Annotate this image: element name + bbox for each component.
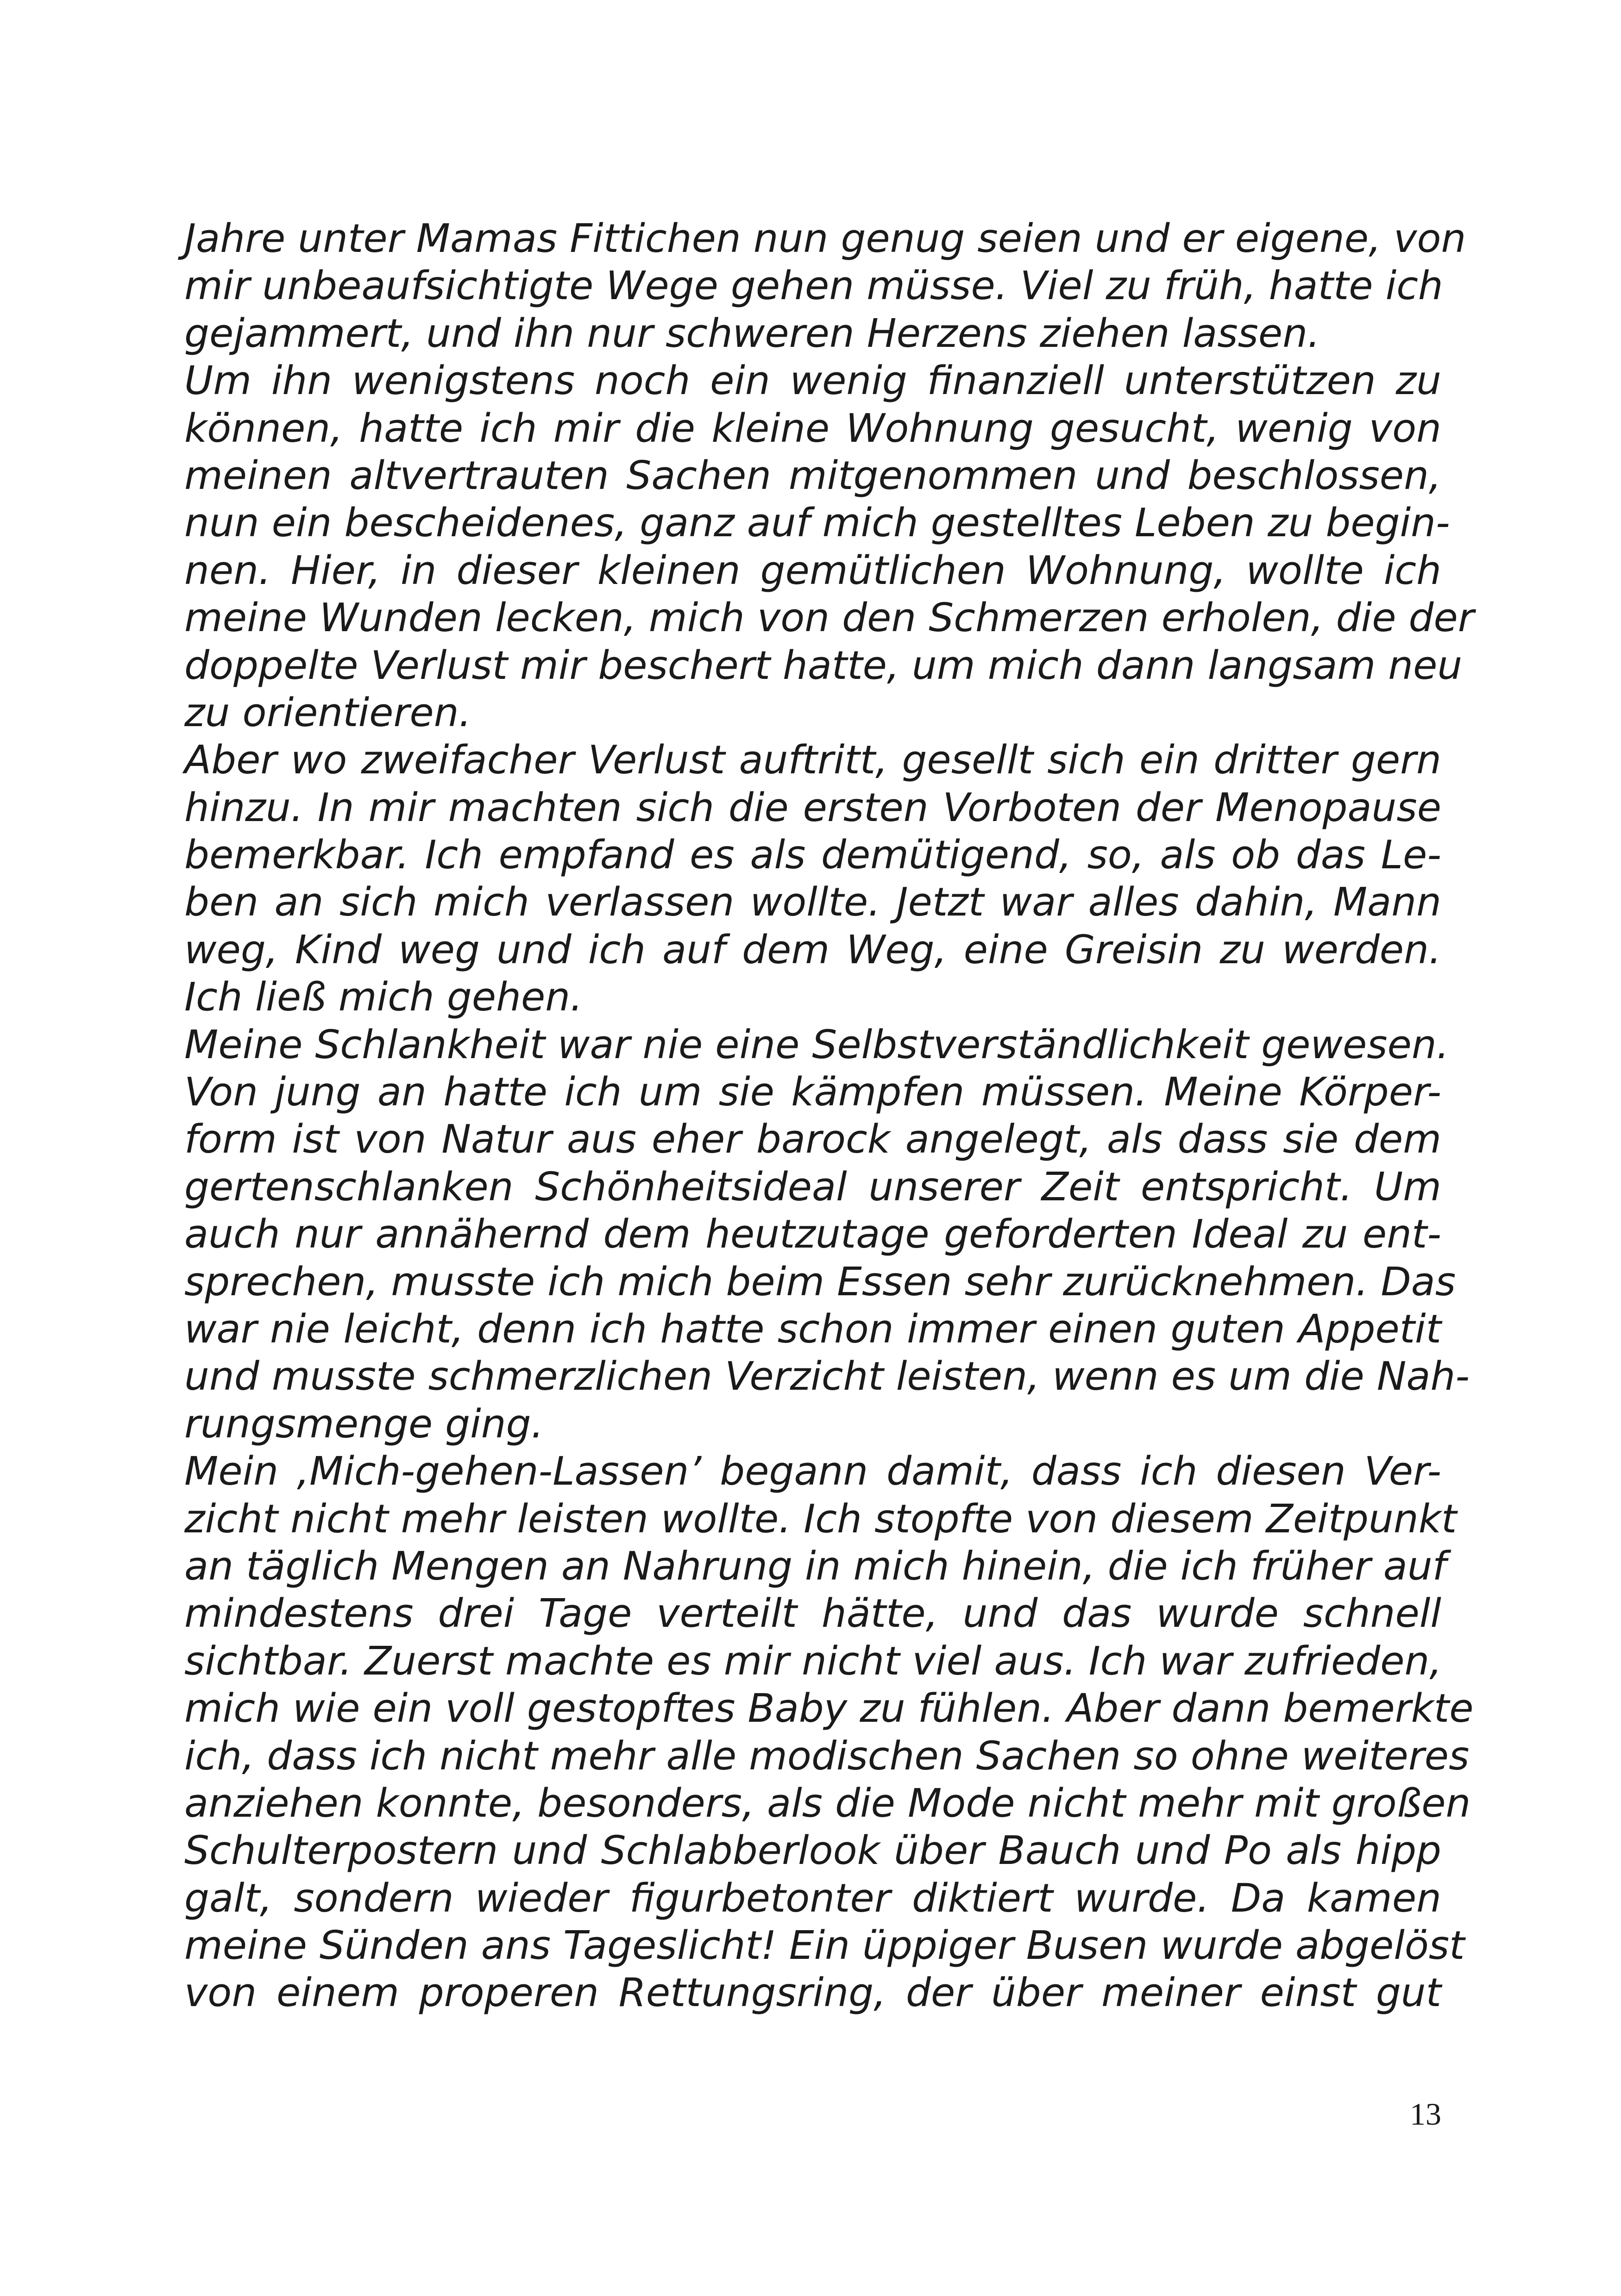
text-line: Von jung an hatte ich um sie kämpfen müssen. Meine Körper- [184, 1069, 1441, 1116]
text-line: mich wie ein voll gestopftes Baby zu fühlen. Aber dann bemerkte [184, 1686, 1474, 1732]
text-line: sichtbar. Zuerst machte es mir nicht viel aus. Ich war zufrieden, [184, 1638, 1442, 1684]
text-line: bemerkbar. Ich empfand es als demütigend, so, als ob das Le- [184, 832, 1441, 878]
text-line: doppelte Verlust mir beschert hatte, um mich dann langsam neu [184, 642, 1463, 689]
text-line: von einem properen Rettungsring, der über meiner einst gut [184, 1970, 1441, 2016]
text-line: sprechen, musste ich mich beim Essen sehr zurücknehmen. Das [184, 1259, 1456, 1305]
text-line: Schulterpostern und Schlabberlook über Bauch und Po als hipp [184, 1828, 1441, 1874]
text-line: meine Wunden lecken, mich von den Schmerzen erholen, die der [184, 595, 1474, 641]
text-line: mir unbeaufsichtigte Wege gehen müsse. Viel zu früh, hatte ich [184, 263, 1443, 309]
text-line: galt, sondern wieder figurbetonter diktiert wurde. Da kamen [184, 1875, 1441, 1921]
text-line: Ich ließ mich gehen. [184, 974, 583, 1021]
text-line: nen. Hier, in dieser kleinen gemütlichen Wohnung, wollte ich [184, 547, 1441, 594]
text-line: hinzu. In mir machten sich die ersten Vorboten der Menopause [184, 784, 1441, 831]
text-line: Meine Schlankheit war nie eine Selbstverständlichkeit gewesen. [184, 1022, 1449, 1068]
text-line: zicht nicht mehr leisten wollte. Ich stopfte von diesem Zeitpunkt [184, 1496, 1457, 1542]
text-line: ben an sich mich verlassen wollte. Jetzt war alles dahin, Mann [184, 879, 1441, 926]
body-text [184, 215, 1474, 2017]
text-line: Um ihn wenigstens noch ein wenig finanziell unterstützen zu [184, 358, 1441, 404]
page-number: 13 [1410, 2096, 1441, 2132]
text-line: rungsmenge ging. [184, 1401, 544, 1447]
text-line: form ist von Natur aus eher barock angelegt, als dass sie dem [184, 1117, 1441, 1163]
text-line: Mein ‚Mich-gehen-Lassen’ begann damit, dass ich diesen Ver- [184, 1449, 1441, 1495]
text-line: gertenschlanken Schönheitsideal unserer Zeit entspricht. Um [184, 1164, 1441, 1210]
text-line: gejammert, und ihn nur schweren Herzens ziehen lassen. [184, 310, 1320, 357]
text-line: ich, dass ich nicht mehr alle modischen Sachen so ohne weiteres [184, 1733, 1470, 1779]
text-line: auch nur annähernd dem heutzutage geforderten Ideal zu ent- [184, 1211, 1441, 1258]
text-line: nun ein bescheidenes, ganz auf mich gestelltes Leben zu begin- [184, 500, 1450, 546]
text-line: Jahre unter Mamas Fittichen nun genug seien und er eigene, von [184, 216, 1466, 262]
text-line: meinen altvertrauten Sachen mitgenommen und beschlossen, [184, 452, 1441, 499]
text-line: Aber wo zweifacher Verlust auftritt, gesellt sich ein dritter gern [184, 737, 1441, 784]
text-line: weg, Kind weg und ich auf dem Weg, eine Greisin zu werden. [184, 927, 1441, 973]
text-line: anziehen konnte, besonders, als die Mode nicht mehr mit großen [184, 1780, 1471, 1826]
text-line: zu orientieren. [184, 690, 471, 736]
text-line: mindestens drei Tage verteilt hätte, und das wurde schnell [184, 1591, 1441, 1637]
text-line: an täglich Mengen an Nahrung in mich hinein, die ich früher auf [184, 1543, 1446, 1589]
text-line: können, hatte ich mir die kleine Wohnung gesucht, wenig von [184, 405, 1441, 452]
text-line: und musste schmerzlichen Verzicht leisten, wenn es um die Nah- [184, 1354, 1470, 1400]
text-line: war nie leicht, denn ich hatte schon immer einen guten Appetit [184, 1306, 1441, 1352]
text-line: meine Sünden ans Tageslicht! Ein üppiger Busen wurde abgelöst [184, 1923, 1465, 1969]
